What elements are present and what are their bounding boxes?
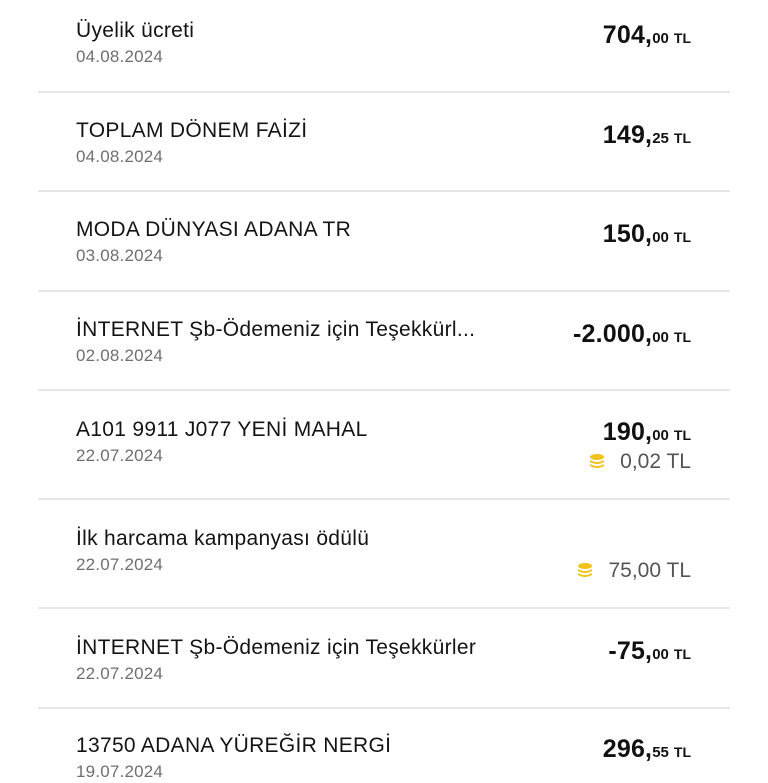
transaction-title: TOPLAM DÖNEM FAİZİ: [76, 119, 308, 142]
amount-cents: 00: [652, 30, 669, 47]
amount-cents: 00: [652, 329, 669, 346]
transaction-title: Üyelik ücreti: [76, 19, 195, 42]
coin-stack-icon: [588, 453, 606, 471]
transaction-date: 22.07.2024: [76, 446, 164, 465]
transaction-row[interactable]: [0, 499, 768, 608]
transaction-date: 22.07.2024: [76, 555, 164, 574]
transaction-amount: [603, 20, 691, 54]
transaction-amount: [603, 120, 691, 154]
amount-main: 149,: [602, 121, 653, 149]
amount-main: 704,: [602, 21, 653, 49]
amount-main: 296,: [602, 735, 653, 763]
amount-currency: TL: [673, 130, 691, 146]
coin-stack-icon: [576, 562, 594, 580]
transaction-date: 22.07.2024: [76, 664, 164, 683]
reward-points: [576, 558, 691, 584]
transaction-title: İNTERNET Şb-Ödemeniz için Teşekkürler: [76, 636, 477, 659]
amount-main: -75,: [608, 637, 653, 665]
amount-main: -2.000,: [572, 320, 653, 348]
amount-cents: 00: [652, 229, 669, 246]
reward-points-value: 0,02 TL: [620, 450, 691, 473]
transaction-amount: [603, 734, 691, 768]
amount-main: 190,: [602, 418, 653, 446]
reward-points-value: 75,00 TL: [608, 559, 691, 582]
transaction-row[interactable]: [0, 608, 768, 708]
amount-cents: 00: [652, 646, 669, 663]
transaction-amount: [603, 417, 691, 451]
transaction-amount: [603, 219, 691, 253]
transaction-title: A101 9911 J077 YENİ MAHAL: [76, 418, 368, 441]
amount-currency: TL: [673, 329, 691, 345]
amount-currency: TL: [673, 427, 691, 443]
transaction-row[interactable]: [0, 390, 768, 499]
transaction-date: 02.08.2024: [76, 346, 164, 365]
amount-currency: TL: [673, 646, 691, 662]
transaction-row[interactable]: [0, 92, 768, 191]
transaction-title: MODA DÜNYASI ADANA TR: [76, 218, 352, 241]
amount-currency: TL: [673, 30, 691, 46]
transaction-row[interactable]: [0, 708, 768, 781]
transaction-title: İlk harcama kampanyası ödülü: [76, 527, 370, 550]
transaction-row[interactable]: [0, 191, 768, 291]
transaction-amount: [608, 636, 691, 670]
transaction-row[interactable]: [0, 0, 768, 92]
amount-cents: 55: [652, 744, 669, 761]
transaction-date: 03.08.2024: [76, 246, 164, 265]
transaction-date: 19.07.2024: [76, 762, 164, 781]
amount-currency: TL: [673, 744, 691, 760]
transaction-row[interactable]: [0, 291, 768, 390]
transaction-title: 13750 ADANA YÜREĞİR NERGİ: [76, 734, 392, 757]
transaction-date: 04.08.2024: [76, 47, 164, 66]
transaction-amount: [573, 319, 691, 353]
amount-cents: 00: [652, 427, 669, 444]
transaction-date: 04.08.2024: [76, 147, 164, 166]
amount-main: 150,: [602, 220, 653, 248]
amount-currency: TL: [673, 229, 691, 245]
transaction-title: İNTERNET Şb-Ödemeniz için Teşekkürl...: [76, 318, 476, 341]
amount-cents: 25: [652, 130, 669, 147]
reward-points: [588, 449, 691, 475]
